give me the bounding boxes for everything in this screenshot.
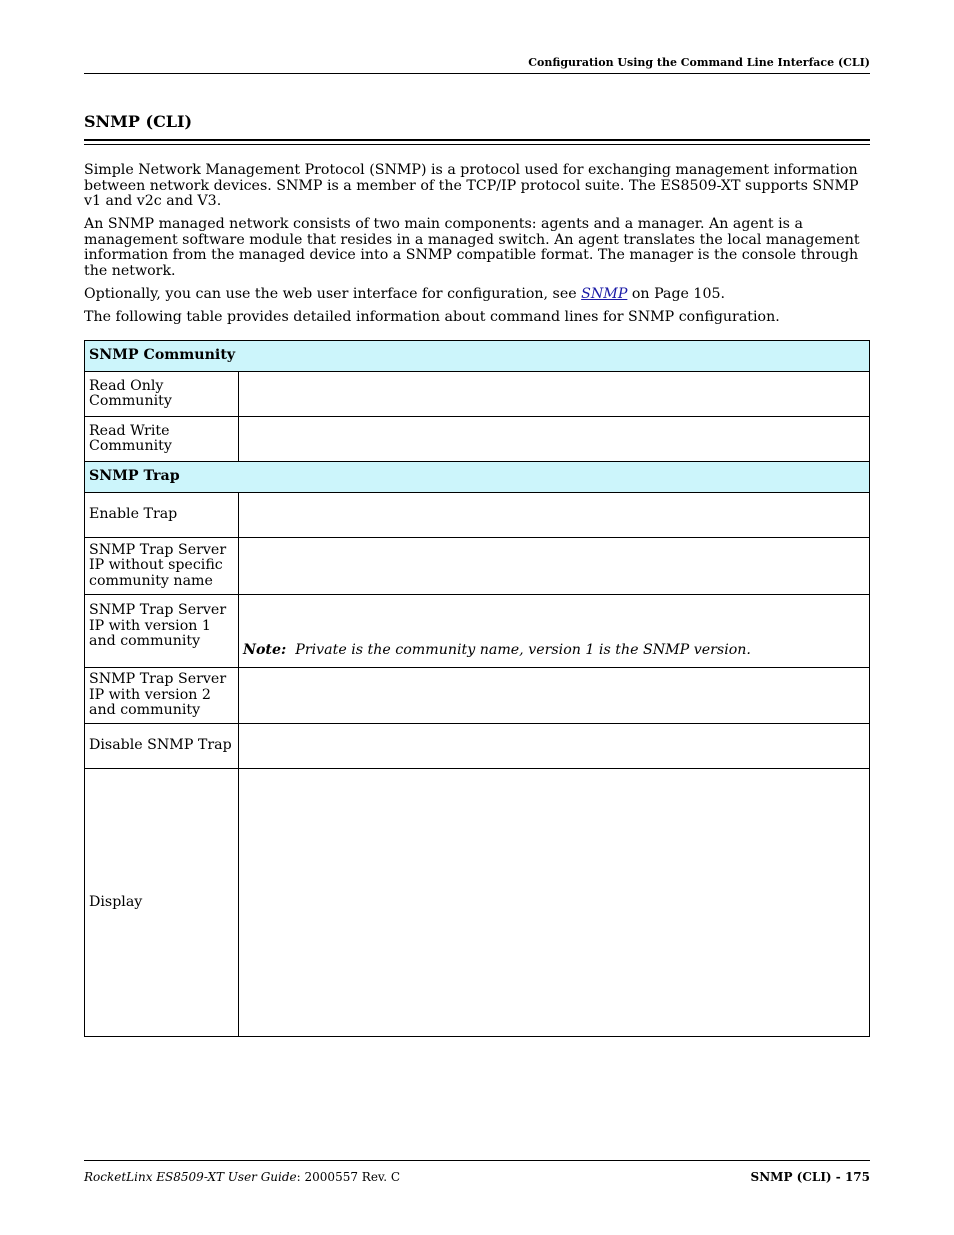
footer-doc-info [84,1170,400,1184]
row-label-enable-trap: Enable Trap [85,493,239,538]
note-text: Private is the community name, version 1 is the SNMP version. [295,642,751,658]
section-row-trap: SNMP Trap [85,462,870,493]
row-label-display: Display [85,769,239,1037]
row-content [239,595,870,668]
row-content [239,668,870,724]
snmp-cli-table [84,340,870,1037]
table-row [85,341,870,372]
web-ui-paragraph [84,287,870,303]
table-row [85,493,870,538]
table-row [85,462,870,493]
title-rule [84,139,870,141]
title-rule-thin [84,144,870,145]
table-row [85,417,870,462]
footer-doc-ref: : 2000557 Rev. C [296,1170,401,1184]
note [243,642,751,658]
body-text [84,163,870,333]
running-header: Configuration Using the Command Line Interface (CLI) [528,56,870,69]
table-row [85,372,870,417]
table-row [85,595,870,668]
table-row [85,769,870,1037]
table-row [85,538,870,595]
intro-paragraph: Simple Network Management Protocol (SNMP) is a protocol used for exchanging management information between network devices. SNMP is a member of the TCP/IP protocol suite. The ES8509-XT supports SNMP v1 and v2c and V3. [84,162,859,210]
row-content [239,372,870,417]
table-row [85,668,870,724]
note-label: Note: [243,642,287,658]
row-content [239,538,870,595]
section-title: SNMP (CLI) [84,112,193,131]
row-label-read-only: Read Only Community [85,372,239,417]
agent-paragraph: An SNMP managed network consists of two main components: agents and a manager. An agent is a management software module that resides in a managed switch. An agent translates the local management information from the managed device into a SNMP compatible format. The manager is the console through the network. [84,216,860,280]
page-ref-text: on Page 105. [627,286,726,303]
section-row-community: SNMP Community [85,341,870,372]
footer-rule [84,1160,870,1161]
snmp-link[interactable]: SNMP [581,286,628,303]
row-label-disable-trap: Disable SNMP Trap [85,724,239,769]
row-content [239,493,870,538]
header-rule [84,73,870,74]
footer-doc-title: RocketLinx ES8509-XT User Guide [84,1170,297,1184]
footer-page-label: SNMP (CLI) - 175 [750,1170,870,1184]
row-content [239,724,870,769]
table-intro-paragraph: The following table provides detailed information about command lines for SNMP configuration. [84,309,780,326]
row-label-trap-server-v1: SNMP Trap Server IP with version 1 and community [85,595,239,668]
row-content [239,769,870,1037]
row-content [239,417,870,462]
row-label-trap-server-no-community: SNMP Trap Server IP without specific community name [85,538,239,595]
row-label-trap-server-v2: SNMP Trap Server IP with version 2 and community [85,668,239,724]
web-ui-text: Optionally, you can use the web user interface for configuration, see [84,286,582,303]
table-row [85,724,870,769]
row-label-read-write: Read Write Community [85,417,239,462]
